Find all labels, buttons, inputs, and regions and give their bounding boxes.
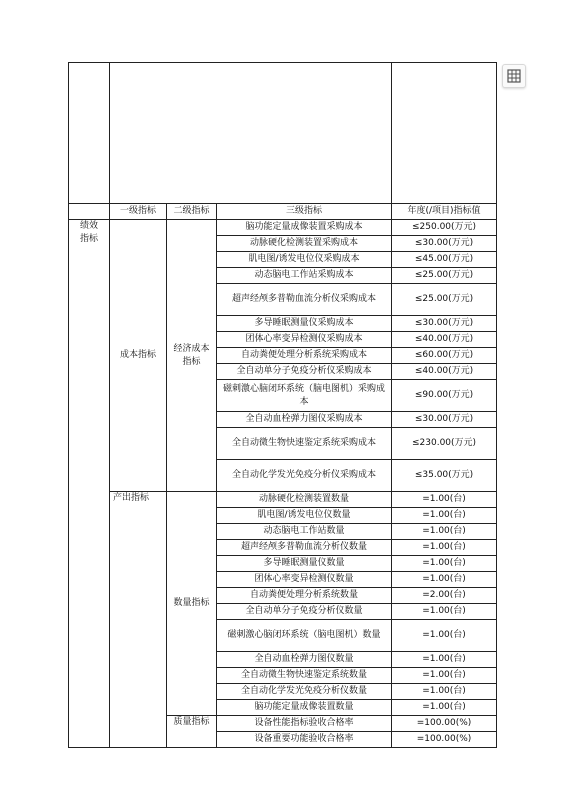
indicator-value: ≤30.00(万元) bbox=[392, 316, 497, 332]
blank-cell bbox=[392, 63, 497, 204]
level3-name: 自动粪便处理分析系统数量 bbox=[217, 588, 392, 604]
level2-economic-cost: 经济成本 指标 bbox=[167, 220, 217, 492]
level3-name: 全自动单分子免疫分析仪数量 bbox=[217, 604, 392, 620]
indicator-value: =1.00(台) bbox=[392, 652, 497, 668]
level3-name: 多导睡眠测量仪采购成本 bbox=[217, 316, 392, 332]
level3-name: 全自动化学发光免疫分析仪采购成本 bbox=[217, 460, 392, 492]
header-blank bbox=[69, 204, 110, 220]
indicator-value: =100.00(%) bbox=[392, 732, 497, 748]
level3-name: 团体心率变异检测仪数量 bbox=[217, 572, 392, 588]
level3-name: 设备性能指标验收合格率 bbox=[217, 716, 392, 732]
level2-quality: 质量指标 bbox=[167, 716, 217, 748]
level3-name: 脑功能定量成像装置采购成本 bbox=[217, 220, 392, 236]
indicator-value: ≤230.00(万元) bbox=[392, 428, 497, 460]
level3-name: 动脉硬化检测装置数量 bbox=[217, 492, 392, 508]
level3-name: 超声经颅多普勒血流分析仪数量 bbox=[217, 540, 392, 556]
indicator-value: ≤40.00(万元) bbox=[392, 364, 497, 380]
performance-indicator-table bbox=[68, 62, 497, 748]
table-row bbox=[69, 220, 497, 236]
indicator-value: ≤250.00(万元) bbox=[392, 220, 497, 236]
level3-name: 全自动微生物快速鉴定系统采购成本 bbox=[217, 428, 392, 460]
indicator-value: =1.00(台) bbox=[392, 508, 497, 524]
level3-name: 动脉硬化检测装置采购成本 bbox=[217, 236, 392, 252]
indicator-value: ≤25.00(万元) bbox=[392, 268, 497, 284]
indicator-value: =1.00(台) bbox=[392, 524, 497, 540]
indicator-value: =1.00(台) bbox=[392, 556, 497, 572]
indicator-value: ≤30.00(万元) bbox=[392, 412, 497, 428]
indicator-value: ≤60.00(万元) bbox=[392, 348, 497, 364]
level3-name: 超声经颅多普勒血流分析仪采购成本 bbox=[217, 284, 392, 316]
level3-name: 全自动单分子免疫分析仪采购成本 bbox=[217, 364, 392, 380]
indicator-value: =1.00(台) bbox=[392, 700, 497, 716]
header-level2: 二级指标 bbox=[167, 204, 217, 220]
indicator-value: ≤45.00(万元) bbox=[392, 252, 497, 268]
level3-name: 全自动化学发光免疫分析仪数量 bbox=[217, 684, 392, 700]
indicator-value: ≤40.00(万元) bbox=[392, 332, 497, 348]
table-grid-icon[interactable] bbox=[502, 64, 526, 88]
level3-name: 自动粪便处理分析系统采购成本 bbox=[217, 348, 392, 364]
header-level1: 一级指标 bbox=[110, 204, 167, 220]
level2-quantity: 数量指标 bbox=[167, 492, 217, 716]
indicator-value: ≤35.00(万元) bbox=[392, 460, 497, 492]
indicator-value: =1.00(台) bbox=[392, 620, 497, 652]
indicator-category: 绩效 指标 bbox=[69, 220, 110, 748]
indicator-value: =1.00(台) bbox=[392, 540, 497, 556]
level3-name: 动态脑电工作站采购成本 bbox=[217, 268, 392, 284]
level3-name: 团体心率变异检测仪采购成本 bbox=[217, 332, 392, 348]
blank-cell bbox=[69, 63, 110, 204]
level3-name: 脑功能定量成像装置数量 bbox=[217, 700, 392, 716]
table-row bbox=[69, 492, 497, 508]
level3-name: 肌电图/诱发电位仪数量 bbox=[217, 508, 392, 524]
indicator-value: =1.00(台) bbox=[392, 668, 497, 684]
blank-cell bbox=[110, 63, 392, 204]
level3-name: 动态脑电工作站数量 bbox=[217, 524, 392, 540]
indicator-value: =1.00(台) bbox=[392, 572, 497, 588]
level1-output: 产出指标 bbox=[110, 492, 167, 748]
level3-name: 设备重要功能验收合格率 bbox=[217, 732, 392, 748]
level3-name: 多导睡眠测量仪数量 bbox=[217, 556, 392, 572]
indicator-value: ≤25.00(万元) bbox=[392, 284, 497, 316]
header-row bbox=[69, 204, 497, 220]
indicator-value: =100.00(%) bbox=[392, 716, 497, 732]
indicator-value: =1.00(台) bbox=[392, 684, 497, 700]
indicator-value: ≤90.00(万元) bbox=[392, 380, 497, 412]
top-blank-row bbox=[69, 63, 497, 204]
indicator-value: ≤30.00(万元) bbox=[392, 236, 497, 252]
level3-name: 磁刺激心脑闭环系统（脑电图机）数量 bbox=[217, 620, 392, 652]
header-annual-value: 年度(/项目)指标值 bbox=[392, 204, 497, 220]
indicator-value: =2.00(台) bbox=[392, 588, 497, 604]
indicator-value: =1.00(台) bbox=[392, 604, 497, 620]
header-level3: 三级指标 bbox=[217, 204, 392, 220]
level3-name: 全自动微生物快速鉴定系统数量 bbox=[217, 668, 392, 684]
level3-name: 全自动血栓弹力图仪采购成本 bbox=[217, 412, 392, 428]
level3-name: 肌电图/诱发电位仪采购成本 bbox=[217, 252, 392, 268]
level1-cost: 成本指标 bbox=[110, 220, 167, 492]
indicator-value: =1.00(台) bbox=[392, 492, 497, 508]
level3-name: 全自动血栓弹力图仪数量 bbox=[217, 652, 392, 668]
level3-name: 磁刺激心脑闭环系统（脑电图机）采购成本 bbox=[217, 380, 392, 412]
